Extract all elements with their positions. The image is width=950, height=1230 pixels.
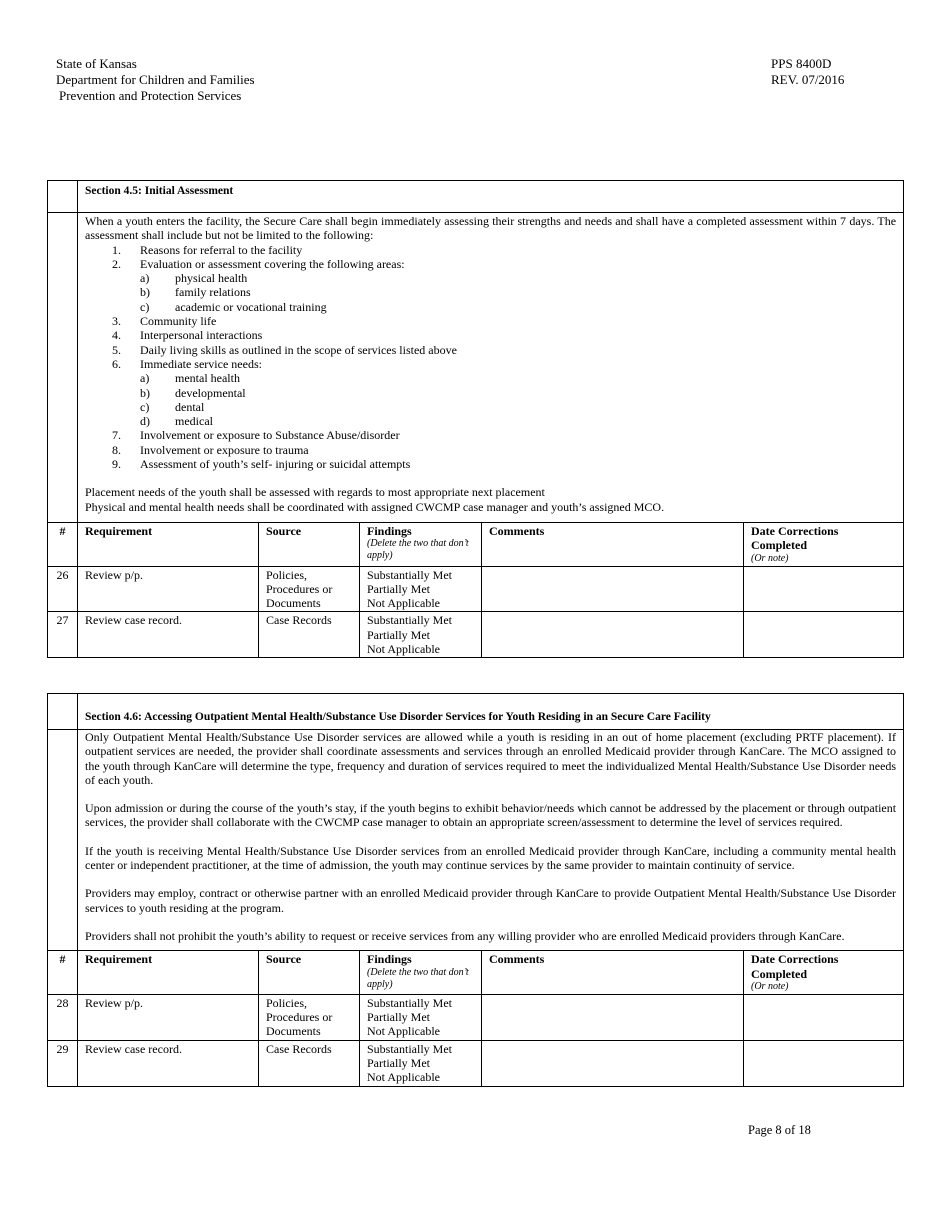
section-title: Section 4.5: Initial Assessment xyxy=(85,185,234,197)
section-title: Section 4.6: Accessing Outpatient Mental Health/Substance Use Disorder Services for Youth Residing in an Secure Care Facility xyxy=(85,711,711,723)
page-number: Page 8 of 18 xyxy=(748,1123,811,1137)
list-item: 9. Assessment of youth’s self- injuring or suicidal attempts xyxy=(112,457,411,472)
list-item: a) physical health xyxy=(140,271,248,286)
col-findings: Findings (Delete the two that don’t apply) xyxy=(360,522,482,566)
date-cell[interactable] xyxy=(744,566,904,612)
list-item: 5. Daily living skills as outlined in the scope of services listed above xyxy=(112,342,457,357)
list-item: 4. Interpersonal interactions xyxy=(112,328,263,343)
list-item: a) mental health xyxy=(140,371,240,386)
paragraph: Only Outpatient Mental Health/Substance Use Disorder services are allowed while a youth is residing in an out of home placement (excluding PRTF placement). If outpatient services are needed, the provider shall coordinate assessments and services through an enrolled Medicaid provider through KanCare. The MCO assigned to the youth through KanCare will determine the type, frequency and duration of services required to meet the individualized Mental Health/Substance Use Disorder needs of each youth. xyxy=(85,730,897,787)
form-id-header xyxy=(771,56,844,88)
date-cell[interactable] xyxy=(744,994,904,1040)
list-item: 2. Evaluation or assessment covering the following areas: xyxy=(112,256,405,271)
comments-cell[interactable] xyxy=(482,1040,744,1086)
list-item: 7. Involvement or exposure to Substance Abuse/disorder xyxy=(112,428,400,443)
col-comments: Comments xyxy=(482,951,744,995)
col-date: Date Corrections Completed (Or note) xyxy=(744,522,904,566)
division-name: Prevention and Protection Services xyxy=(59,88,242,103)
col-source: Source xyxy=(259,951,360,995)
col-num: # xyxy=(48,522,78,566)
list-item: d) medical xyxy=(140,414,213,429)
list-item: 1. Reasons for referral to the facility xyxy=(112,242,303,257)
col-requirement: Requirement xyxy=(78,522,259,566)
section-4-6-table xyxy=(47,693,904,1087)
list-item: 6. Immediate service needs: xyxy=(112,356,262,371)
table-row: 29 Review case record. Case Records Substantially Met Partially Met Not Applicable xyxy=(48,1040,904,1086)
paragraph: Providers may employ, contract or otherwise partner with an enrolled Medicaid provider through KanCare to provide Outpatient Mental Health/Substance Use Disorder services to youth residing at the program. xyxy=(85,886,897,915)
col-comments: Comments xyxy=(482,522,744,566)
list-item: b) developmental xyxy=(140,385,246,400)
form-number: PPS 8400D xyxy=(771,56,832,71)
agency-header xyxy=(56,56,255,104)
date-cell[interactable] xyxy=(744,612,904,658)
state-name: State of Kansas xyxy=(56,56,137,71)
intro-text: When a youth enters the facility, the Secure Care shall begin immediately assessing their strengths and needs and shall have a completed assessment within 7 days. The assessment shall include but not be limited to the following: xyxy=(85,214,897,243)
col-date: Date Corrections Completed (Or note) xyxy=(744,951,904,995)
list-item: 3. Community life xyxy=(112,314,217,329)
department-name: Department for Children and Families xyxy=(56,72,255,87)
col-requirement: Requirement xyxy=(78,951,259,995)
paragraph: Providers shall not prohibit the youth’s ability to request or receive services from any willing provider who are enrolled Medicaid providers through KanCare. xyxy=(85,928,845,943)
section-intro xyxy=(78,730,904,951)
revision-date: REV. 07/2016 xyxy=(771,72,845,87)
column-header-row xyxy=(48,951,904,995)
findings-cell[interactable]: Substantially Met Partially Met Not Applicable xyxy=(360,612,482,658)
table-row: 27 Review case record. Case Records Substantially Met Partially Met Not Applicable xyxy=(48,612,904,658)
comments-cell[interactable] xyxy=(482,612,744,658)
date-cell[interactable] xyxy=(744,1040,904,1086)
closing-text: Placement needs of the youth shall be assessed with regards to most appropriate next placement xyxy=(85,485,545,500)
col-findings: Findings (Delete the two that don’t apply) xyxy=(360,951,482,995)
column-header-row xyxy=(48,522,904,566)
paragraph: Upon admission or during the course of the youth’s stay, if the youth begins to exhibit behavior/needs which cannot be addressed by the placement or through outpatient services, the provider shall collaborate with the CWCMP case manager to obtain an appropriate screen/assessment to determine the level of services required. xyxy=(85,801,897,830)
list-item: 8. Involvement or exposure to trauma xyxy=(112,442,309,457)
table-row: 28 Review p/p. Policies, Procedures or Documents Substantially Met Partially Met Not Applicable xyxy=(48,994,904,1040)
findings-cell[interactable]: Substantially Met Partially Met Not Applicable xyxy=(360,1040,482,1086)
list-item: b) family relations xyxy=(140,285,251,300)
section-4-5-table xyxy=(47,180,904,658)
paragraph: If the youth is receiving Mental Health/Substance Use Disorder services from an enrolled Medicaid provider through KanCare, including a community mental health center or independent practitioner, at the time of admission, the youth may continue services by the same provider to maintain continuity of service. xyxy=(85,843,897,873)
assessment-list xyxy=(85,243,896,472)
list-item: c) dental xyxy=(140,399,205,414)
list-item: c) academic or vocational training xyxy=(140,299,327,314)
table-row: 26 Review p/p. Policies, Procedures or Documents Substantially Met Partially Met Not Applicable xyxy=(48,566,904,612)
findings-cell[interactable]: Substantially Met Partially Met Not Applicable xyxy=(360,566,482,612)
col-num: # xyxy=(48,951,78,995)
closing-text: Physical and mental health needs shall be coordinated with assigned CWCMP case manager and youth’s assigned MCO. xyxy=(85,499,665,514)
section-intro xyxy=(78,213,904,523)
comments-cell[interactable] xyxy=(482,994,744,1040)
col-source: Source xyxy=(259,522,360,566)
findings-cell[interactable]: Substantially Met Partially Met Not Applicable xyxy=(360,994,482,1040)
comments-cell[interactable] xyxy=(482,566,744,612)
